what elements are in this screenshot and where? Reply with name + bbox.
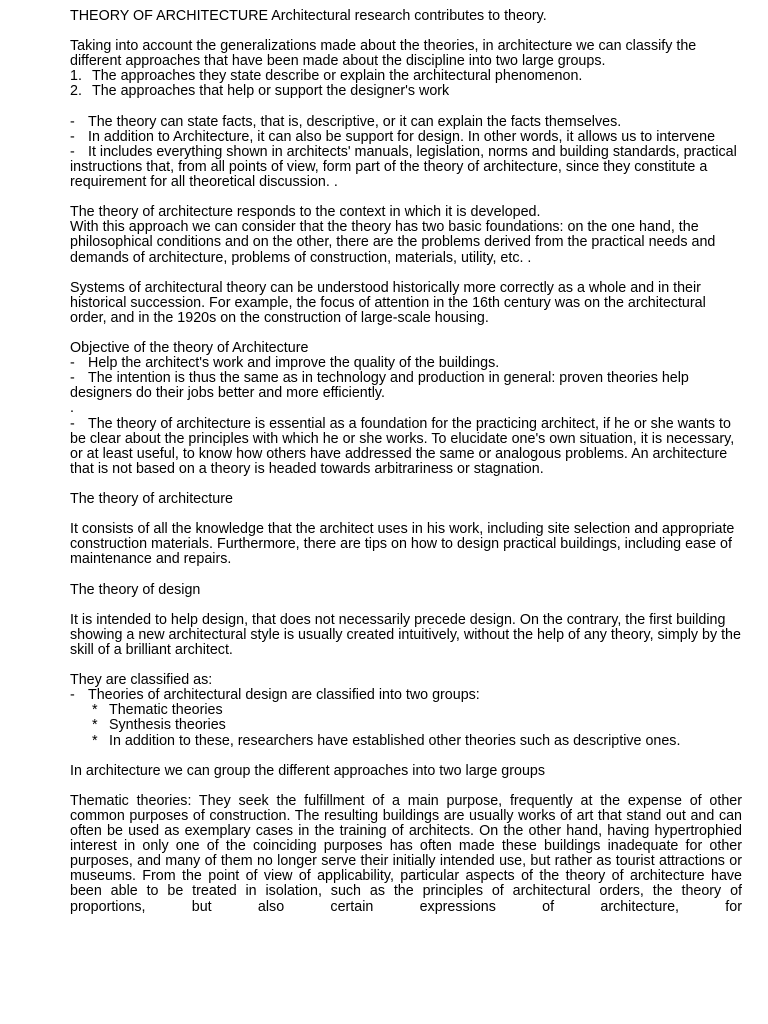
item-text: The approaches they state describe or explain the architectural phenomenon. [92,68,583,85]
thematic-paragraph: Thematic theories: They seek the fulfillment of a main purpose, frequently at the expense of other common purposes of construction. The resulting buildings are usually works of art that stand out and can often be used as exemplary cases in the training of architects. On the other hand, having hypertrophied interest in only one of the coinciding purposes has often made these buildings inadequate for other purposes, and many of them no longer serve their initially intended use, but rather as tourist attractions or museums. From the point of view of applicability, particular aspects of the theory of architecture have been able to be treated in isolation, such as the principles of architectural orders, the theory of proportions, but also certain expressions of architecture, for [70,792,742,915]
item-number: 1. [70,68,82,85]
objective-section [70,341,742,477]
document-page [70,9,742,930]
context-section [70,205,742,265]
dash-item: - It includes everything shown in architects' manuals, legislation, norms and building standards, practical instructions that, from all points of view, form part of the theory of architecture, since they constitute a requirement for all theoretical discussion. . [70,143,737,191]
classified-heading: They are classified as: [70,672,213,689]
systems-paragraph: Systems of architectural theory can be understood historically more correctly as a whole and in their historical succession. For example, the focus of attention in the 16th century was on the architectural order, and in the 1920s on the construction of large-scale housing. [70,279,706,326]
star-item: * Synthesis theories [92,717,226,734]
star-item: * In addition to these, researchers have established other theories such as descriptive ones. [92,732,681,749]
classified-section [70,673,742,748]
section-heading: The theory of design [70,581,201,598]
item-text: The approaches that help or support the designer's work [92,83,450,100]
context-line: The theory of architecture responds to the context in which it is developed. [70,204,541,221]
stray-dot: . [70,400,74,417]
dash-item: - The theory can state facts, that is, descriptive, or it can explain the facts themselves. [70,113,622,130]
dash-item: - Theories of architectural design are classified into two groups: [70,687,480,704]
dash-item-text: Help the architect's work and improve the quality of the buildings. [88,355,500,372]
intro-section [70,39,742,99]
section-heading: The theory of architecture [70,491,233,507]
objective-heading: Objective of the theory of Architecture [70,340,309,357]
star-item: * Thematic theories [92,702,223,719]
dash-item-text: The theory of architecture is essential as a foundation for the practicing architect, if he or she wants to be clear about the principles with which he or she works. To elucidate one's own situation, it is necessary, or at least useful, to know how others have addressed the same or analogous problems. An architecture that is not based on a theory is headed towards arbitrariness or stagnation. [70,415,735,477]
item-number: 2. [70,83,82,100]
group-line: In architecture we can group the different approaches into two large groups [70,762,546,779]
star-item-text: Thematic theories [109,702,223,719]
dash-item-text: Theories of architectural design are classified into two groups: [88,687,480,704]
design-paragraph: It is intended to help design, that does not necessarily precede design. On the contrary, the first building showing a new architectural style is usually created intuitively, without the help of any theory, simply by the skill of a brilliant architect. [70,611,741,658]
dash-item-text: It includes everything shown in architects' manuals, legislation, norms and building standards, practical instructions that, from all points of view, form part of the theory of architecture, since they constitute a requirement for all theoretical discussion. . [70,143,737,191]
dash-item-text: The intention is thus the same as in technology and production in general: proven theories help designers do their jobs better and more efficiently. [70,370,689,402]
dash-item-text: In addition to Architecture, it can also be support for design. In other words, it allows us to intervene [88,128,716,145]
dash-list-1 [70,115,742,190]
star-item-text: Synthesis theories [109,717,226,734]
context-paragraph: With this approach we can consider that the theory has two basic foundations: on the one hand, the philosophical conditions and on the other, there are the problems derived from the practical needs and demands of architecture, problems of construction, materials, utility, etc. . [70,219,716,266]
intro-paragraph: Taking into account the generalizations made about the theories, in architecture we can classify the different approaches that have been made about the discipline into two large groups. [70,38,697,70]
dash-item: - Help the architect's work and improve the quality of the buildings. [70,355,500,372]
numbered-item [70,69,742,84]
dash-item: - In addition to Architecture, it can also be support for design. In other words, it allows us to intervene [70,128,716,145]
dash-item-text: The theory can state facts, that is, descriptive, or it can explain the facts themselves. [88,113,622,130]
star-item-text: In addition to these, researchers have established other theories such as descriptive ones. [109,732,681,749]
document-title: THEORY OF ARCHITECTURE Architectural research contributes to theory. [70,8,547,24]
numbered-item [70,84,742,99]
theory-paragraph: It consists of all the knowledge that the architect uses in his work, including site selection and appropriate construction materials. Furthermore, there are tips on how to design practical buildings, including ease of maintenance and repairs. [70,521,735,568]
dash-item: - The intention is thus the same as in technology and production in general: proven theories help designers do their jobs better and more efficiently. [70,370,689,402]
dash-item: - The theory of architecture is essential as a foundation for the practicing architect, if he or she wants to be clear about the principles with which he or she works. To elucidate one's own situation, it is necessary, or at least useful, to know how others have addressed the same or analogous problems. An architecture that is not based on a theory is headed towards arbitrariness or stagnation. [70,415,735,477]
